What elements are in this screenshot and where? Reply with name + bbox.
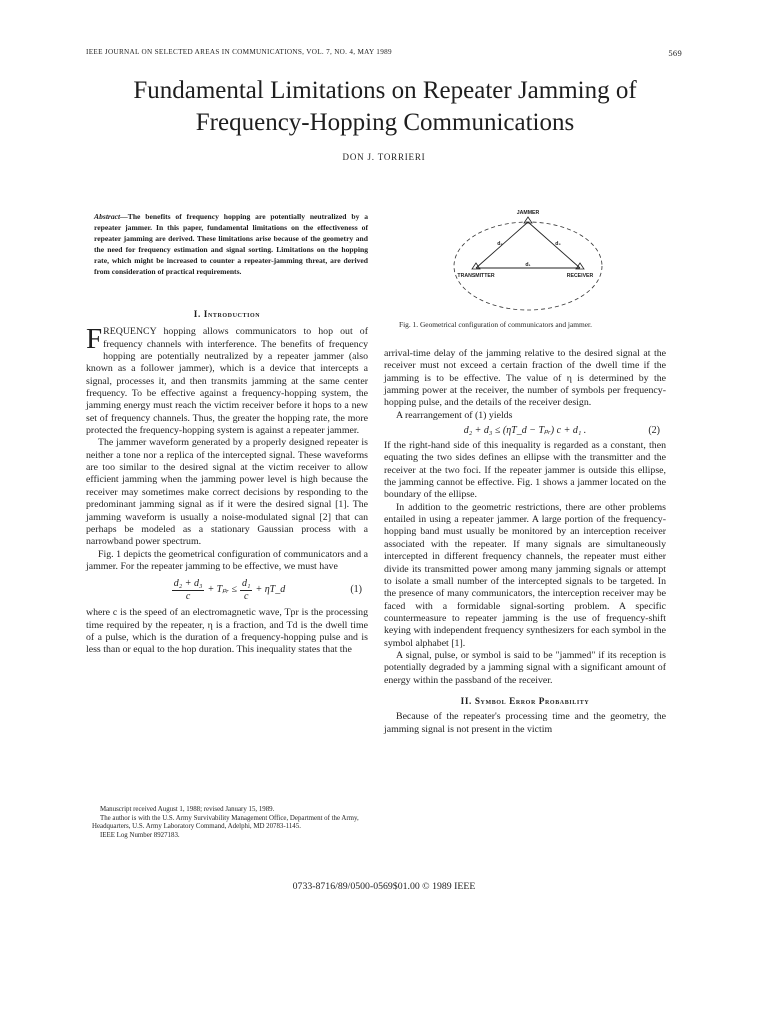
footnote — [92, 806, 382, 840]
right-paragraph-1: arrival-time delay of the jamming relative to the desired signal at the receiver must not exceed a certain fraction of the dwell time if the jamming is to be effective. The value of η is determined by the jamming power at the receiver, the number of symbols per frequency-hopping pulse, and the details of the receiver design. — [384, 348, 666, 409]
abstract — [94, 211, 368, 278]
d3-label: d₃ — [555, 241, 561, 247]
right-paragraph-6: Because of the repeater's processing time and the geometry, the jamming signal is not present in the victim — [384, 711, 666, 735]
paper-title — [60, 75, 710, 139]
eq1-tail: + ηT_d — [255, 584, 286, 596]
right-paragraph-4: In addition to the geometric restrictions, there are other problems entailed in using a repeater jammer. A large portion of the frequency-hopping band must usually be monitored by an interception receiver associated with the repeater. If many signals are simultaneously intercepted in different frequency channels, the repeater must either divide its transmitted power among many jamming signals or attempt to isolate a small number of the intercepted signals to be targeted. In the presence of many communicators, the interception receiver may be faced with a formidable signal-sorting problem. A specific countermeasure to repeater jamming is the use of frequency-shift keying with independent frequency synthesizers for each symbol in the symbol alphabet [1]. — [384, 501, 666, 649]
intro-paragraph-1: FREQUENCY hopping allows communicators to hop out of frequency channels with interference. The benefits of frequency hopping are potentially neutralized by a repeater jammer (also known as a follower jammer), which is a device that intercepts a signal, processes it, and then transmits jamming at the same center frequency. To be effective against a frequency-hopping system, the jamming energy must reach the victim receiver before it hops to a new set of frequency channels. Thus, the greater the hopping rate, the more protected the frequency-hopping system is against a repeater jammer. — [86, 323, 368, 437]
abstract-text: The benefits of frequency hopping are potentially neutralized by a repeater jammer. In this paper, fundamental limitations on the effectiveness of repeater jamming are derived. These limitations arise because of the geometry and the need for frequency estimation and signal sorting. Limitations on the hopping rate, which might be increased to counter a repeater-jamming threat, are derived from consideration of practical requirements. — [94, 212, 368, 277]
title-line-2: Frequency-Hopping Communications — [195, 109, 575, 136]
eq1-middle: + Tₚᵣ ≤ — [207, 584, 237, 596]
copyright-footer: 0733-8716/89/0500-0569$01.00 © 1989 IEEE — [292, 881, 476, 892]
journal-name: IEEE JOURNAL ON SELECTED AREAS IN COMMUNICATIONS, VOL. 7, NO. 4, MAY 1989 — [86, 48, 392, 56]
author-name: DON J. TORRIERI — [342, 152, 426, 162]
geometry-diagram — [448, 204, 608, 314]
eq2-text: d₂ + d₃ ≤ (ηT_d − Tₚᵣ) c + d₁ . — [463, 424, 587, 436]
section-1-heading: I. Introduction — [193, 309, 261, 319]
figure-1-caption: Fig. 1. Geometrical configuration of communicators and jammer. — [399, 320, 592, 329]
d2-label: d₂ — [497, 241, 503, 247]
right-paragraph-2: A rearrangement of (1) yields — [396, 409, 513, 421]
running-header — [86, 48, 682, 56]
transmitter-label: TRANSMITTER — [457, 273, 495, 279]
intro-paragraph-2: The jammer waveform generated by a properly designed repeater is neither a tone nor a replica of the intercepted signal. These waveforms are too similar to the desired signal at the victim receiver to allow efficient jamming when the jamming power level is high because the receiver may sometimes make correct decisions by responding to the predominant jamming signal as if it were the desired signal [1]. The jamming waveform is usually a noise-modulated signal [2] that can perhaps be modeled as a stationary Gaussian process with a narrowband power spectrum. — [86, 437, 368, 548]
right-paragraph-3: If the right-hand side of this inequality is regarded as a constant, then equating the two sides defines an ellipse with the transmitter and the receiver at the two foci. If the repeater jammer is outside this ellipse, the jamming cannot be effective. Fig. 1 shows a jammer located on the boundary of the ellipse. — [384, 440, 666, 501]
d1-label: d₁ — [525, 262, 531, 268]
abstract-lead: Abstract— — [94, 212, 128, 221]
page-number: 569 — [668, 48, 682, 58]
intro-paragraph-3: Fig. 1 depicts the geometrical configuration of communicators and a jammer. For the repeater jamming to be effective, we must have — [86, 548, 368, 572]
line-d3 — [528, 222, 580, 268]
drop-cap: F — [86, 323, 103, 356]
footnote-log-number: IEEE Log Number 8927183. — [100, 831, 180, 839]
right-paragraph-5: A signal, pulse, or symbol is said to be "jammed" if its reception is potentially degraded by a jamming signal with a significant amount of energy within the passband of the receiver. — [384, 649, 666, 686]
figure-1 — [448, 204, 608, 314]
eq2-number: (2) — [648, 424, 660, 436]
title-line-1: Fundamental Limitations on Repeater Jamming of — [133, 77, 637, 104]
equation-2 — [384, 422, 666, 440]
eq1-frac2-denominator: c — [244, 590, 249, 602]
jammer-label: JAMMER — [516, 210, 540, 216]
eq1-frac1-numerator: d₂ + d₃ — [173, 577, 203, 589]
right-column — [384, 348, 666, 736]
footnote-affiliation: The author is with the U.S. Army Survivability Management Office, Department of the Army, Headquarters, U.S. Army Laboratory Command, Adelphi, MD 20783-1145. — [92, 814, 359, 831]
intro-paragraph-4: where c is the speed of an electromagnetic wave, Tpr is the processing time required by the repeater, η is a fraction, and Td is the dwell time of a pulse, which is the duration of a frequency-hopping pulse and is less than or equal to the hop duration. This inequality states that the — [86, 607, 368, 656]
left-column — [86, 308, 368, 657]
eq1-number: (1) — [350, 584, 362, 596]
equation-1 — [86, 573, 368, 607]
footnote-received: Manuscript received August 1, 1988; revised January 15, 1989. — [100, 806, 275, 813]
eq1-frac2-numerator: d₁ — [241, 577, 251, 589]
eq1-frac1-denominator: c — [185, 590, 191, 602]
section-2-heading: II. Symbol Error Probability — [460, 695, 590, 706]
receiver-label: RECEIVER — [566, 273, 594, 279]
